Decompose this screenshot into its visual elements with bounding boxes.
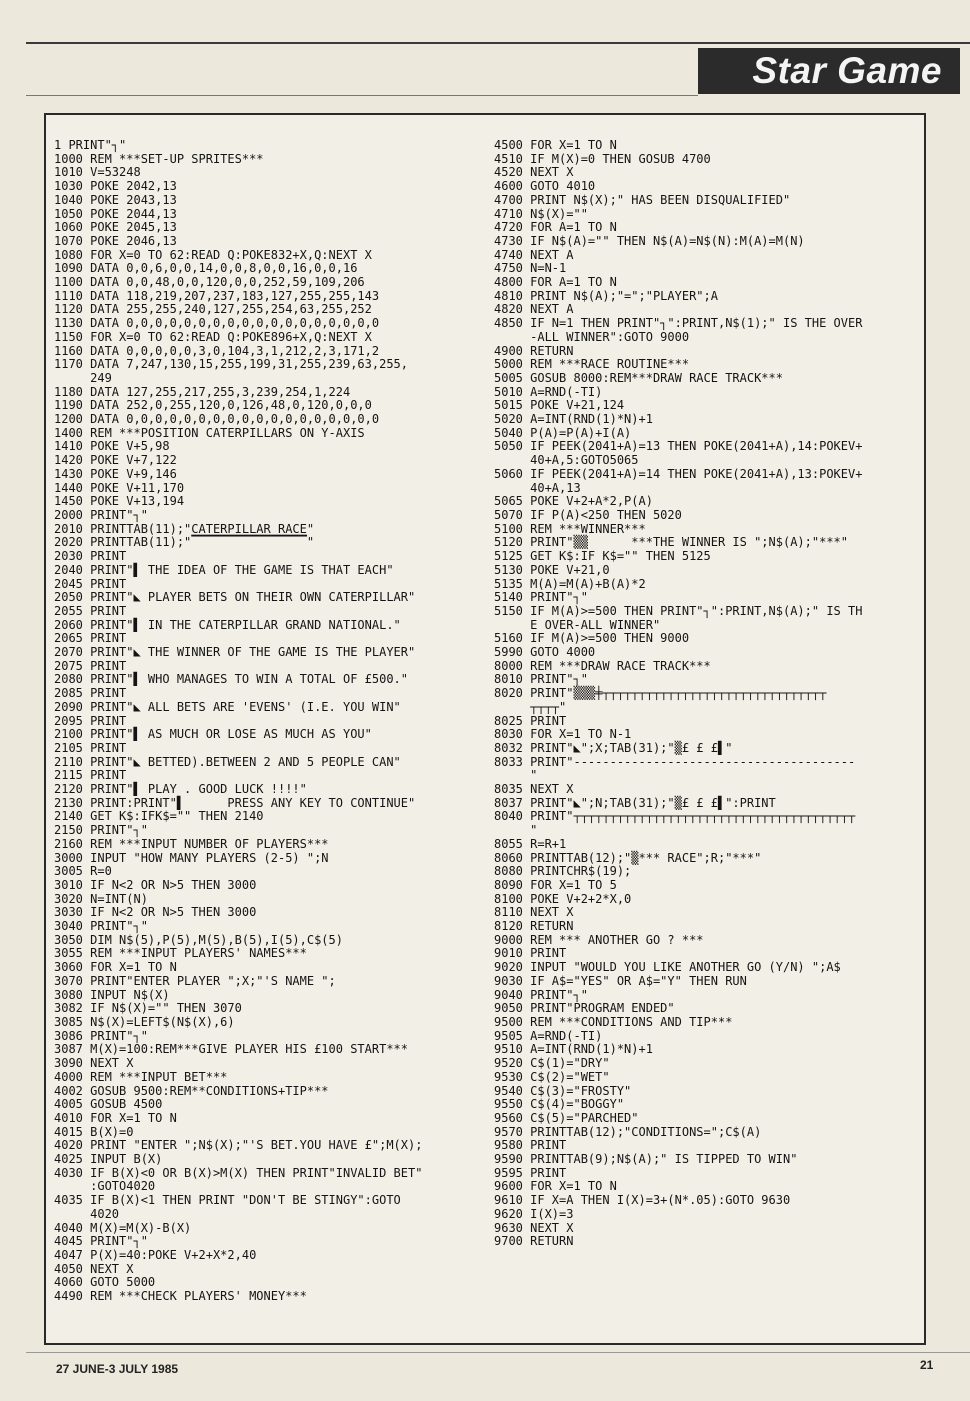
code-line: 1000 REM ***SET-UP SPRITES*** [54, 151, 264, 166]
code-line: 5015 POKE V+21,124 [494, 398, 625, 413]
code-line: 5010 A=RND(-TI) [494, 384, 603, 399]
code-line: 8000 REM ***DRAW RACE TRACK*** [494, 658, 711, 673]
code-line: 3000 INPUT "HOW MANY PLAYERS (2-5) ";N [54, 850, 329, 865]
code-line: 4490 REM ***CHECK PLAYERS' MONEY*** [54, 1289, 307, 1304]
code-line: 5125 GET K$:IF K$="" THEN 5125 [494, 549, 711, 564]
code-line: 9530 C$(2)="WET" [494, 1069, 610, 1084]
code-line: 2080 PRINT"▌ WHO MANAGES TO WIN A TOTAL OF £500." [54, 672, 409, 687]
code-line: 1010 V=53248 [54, 165, 141, 180]
code-line: " [494, 823, 538, 838]
code-line: 5160 IF M(A)>=500 THEN 9000 [494, 631, 690, 646]
code-line: 9505 A=RND(-TI) [494, 1028, 603, 1043]
code-line: 2070 PRINT"◣ THE WINNER OF THE GAME IS THE PLAYER" [54, 645, 416, 660]
code-line: 5050 IF PEEK(2041+A)=13 THEN POKE(2041+A),14:POKEV+ [494, 439, 863, 454]
code-line: 3055 REM ***INPUT PLAYERS' NAMES*** [54, 946, 307, 961]
code-line: 9540 C$(3)="FROSTY" [494, 1083, 632, 1098]
code-line: 4500 FOR X=1 TO N [494, 138, 617, 152]
code-line: 2100 PRINT"▌ AS MUCH OR LOSE AS MUCH AS YOU" [54, 727, 372, 742]
code-line: 1080 FOR X=0 TO 62:READ Q:POKE832+X,Q:NEXT X [54, 247, 372, 262]
code-line: 9030 IF A$="YES" OR A$="Y" THEN RUN [494, 973, 747, 988]
code-line: 5130 POKE V+21,0 [494, 562, 610, 577]
code-line: 4020 [54, 1206, 120, 1221]
code-line: 1410 POKE V+5,98 [54, 439, 170, 454]
code-line: 2120 PRINT"▌ PLAY . GOOD LUCK !!!!" [54, 782, 307, 797]
code-line: 4002 GOSUB 9500:REM**CONDITIONS+TIP*** [54, 1083, 329, 1098]
code-line: 3030 IF N<2 OR N>5 THEN 3000 [54, 905, 257, 920]
section-title-banner: Star Game [698, 48, 960, 94]
code-line: 1120 DATA 255,255,240,127,255,254,63,255,252 [54, 302, 372, 317]
code-line: 4005 GOSUB 4500 [54, 1097, 163, 1112]
code-line: 1150 FOR X=0 TO 62:READ Q:POKE896+X,Q:NEXT X [54, 329, 372, 344]
code-line: 2150 PRINT"┐" [54, 823, 148, 838]
code-line: 8055 R=R+1 [494, 836, 567, 851]
code-line: 40+A,5:GOTO5065 [494, 453, 639, 468]
code-line: 2000 PRINT"┐" [54, 507, 148, 522]
code-line: 3050 DIM N$(5),P(5),M(5),B(5),I(5),C$(5) [54, 932, 343, 947]
code-line: 4820 NEXT A [494, 302, 574, 317]
code-line: 8033 PRINT"--------------------------------------- [494, 754, 856, 769]
code-line: 1130 DATA 0,0,0,0,0,0,0,0,0,0,0,0,0,0,0,0,0,0 [54, 316, 380, 331]
code-line: 3090 NEXT X [54, 1056, 134, 1071]
code-line: 5100 REM ***WINNER*** [494, 521, 646, 536]
code-line: 1190 DATA 252,0,255,120,0,126,48,0,120,0,0,0 [54, 398, 372, 413]
code-line: 3085 N$(X)=LEFT$(N$(X),6) [54, 1015, 235, 1029]
code-line: 5020 A=INT(RND(1)*N)+1 [494, 412, 653, 427]
code-line: 3070 PRINT"ENTER PLAYER ";X;"'S NAME "; [54, 973, 336, 988]
code-line: 3005 R=0 [54, 864, 112, 879]
code-line: 1 PRINT"┐" [54, 138, 127, 152]
code-line: 4850 IF N=1 THEN PRINT"┐":PRINT,N$(1);" IS THE OVER [494, 316, 863, 331]
code-line: 8020 PRINT"▒▒▒╪┬┬┬┬┬┬┬┬┬┬┬┬┬┬┬┬┬┬┬┬┬┬┬┬┬┬┬┬┬┬┬ [494, 686, 827, 701]
code-line: 1200 DATA 0,0,0,0,0,0,0,0,0,0,0,0,0,0,0,0,0,0 [54, 412, 380, 427]
code-line: :GOTO4020 [54, 1179, 156, 1194]
code-line: 4020 PRINT "ENTER ";N$(X);"'S BET.YOU HAVE £";M(X); [54, 1138, 423, 1153]
code-line: 4035 IF B(X)<1 THEN PRINT "DON'T BE STINGY":GOTO [54, 1193, 401, 1208]
code-line: 3040 PRINT"┐" [54, 919, 148, 934]
code-line: 4800 FOR A=1 TO N [494, 275, 617, 290]
code-line: 4720 FOR A=1 TO N [494, 220, 617, 235]
code-line: E OVER-ALL WINNER" [494, 617, 661, 632]
code-line: 3060 FOR X=1 TO N [54, 960, 177, 975]
code-line: 1440 POKE V+11,170 [54, 480, 185, 495]
code-line: 4010 FOR X=1 TO N [54, 1110, 177, 1125]
code-line: 9610 IF X=A THEN I(X)=3+(N*.05):GOTO 9630 [494, 1193, 791, 1208]
code-line: 2055 PRINT [54, 603, 127, 618]
code-line: 2090 PRINT"◣ ALL BETS ARE 'EVENS' (I.E. YOU WIN" [54, 699, 401, 714]
code-line: 1060 POKE 2045,13 [54, 220, 177, 235]
code-line: 4520 NEXT X [494, 165, 574, 180]
code-line: 9560 C$(5)="PARCHED" [494, 1110, 639, 1125]
code-line: 1450 POKE V+13,194 [54, 494, 185, 509]
code-line: 2040 PRINT"▌ THE IDEA OF THE GAME IS THAT EACH" [54, 562, 394, 577]
code-line: 4047 P(X)=40:POKE V+2+X*2,40 [54, 1247, 257, 1262]
code-line: 2085 PRINT [54, 686, 127, 701]
code-line: ┬┬┬┬" [494, 699, 567, 714]
code-line: 4810 PRINT N$(A);"=";"PLAYER";A [494, 288, 718, 303]
code-line: 3010 IF N<2 OR N>5 THEN 3000 [54, 877, 257, 892]
code-line: 8060 PRINTTAB(12);"▒*** RACE";R;"***" [494, 850, 762, 865]
code-line: 8035 NEXT X [494, 782, 574, 797]
code-line: 2115 PRINT [54, 768, 127, 783]
code-line: 1180 DATA 127,255,217,255,3,239,254,1,224 [54, 384, 351, 399]
code-line: 9550 C$(4)="BOGGY" [494, 1097, 625, 1112]
code-line: 2065 PRINT [54, 631, 127, 646]
code-line: 1050 POKE 2044,13 [54, 206, 177, 221]
listing-column-right [494, 139, 920, 1249]
code-line: 4730 IF N$(A)="" THEN N$(A)=N$(N):M(A)=M(N) [494, 233, 805, 248]
code-line: 5990 GOTO 4000 [494, 645, 596, 660]
code-line: 9630 NEXT X [494, 1220, 574, 1235]
code-line: 1170 DATA 7,247,130,15,255,199,31,255,239,63,255, [54, 357, 409, 372]
code-line: 2110 PRINT"◣ BETTED).BETWEEN 2 AND 5 PEOPLE CAN" [54, 754, 401, 769]
code-line: 9570 PRINTTAB(12);"CONDITIONS=";C$(A) [494, 1124, 762, 1139]
code-line: 2130 PRINT:PRINT"▌ PRESS ANY KEY TO CONTINUE" [54, 795, 416, 810]
code-line: 4000 REM ***INPUT BET*** [54, 1069, 228, 1084]
code-line: 8040 PRINT"┬┬┬┬┬┬┬┬┬┬┬┬┬┬┬┬┬┬┬┬┬┬┬┬┬┬┬┬┬┬┬┬┬┬┬┬┬┬┬ [494, 809, 856, 824]
footer-rule [26, 1352, 970, 1353]
code-line: 1110 DATA 118,219,207,237,183,127,255,255,143 [54, 288, 380, 303]
code-line: 249 [54, 370, 112, 385]
code-line: 9500 REM ***CONDITIONS AND TIP*** [494, 1015, 733, 1029]
code-line: 9620 I(X)=3 [494, 1206, 574, 1221]
code-line: 2105 PRINT [54, 740, 127, 755]
code-line: 5005 GOSUB 8000:REM***DRAW RACE TRACK*** [494, 370, 783, 385]
code-line: 4030 IF B(X)<0 OR B(X)>M(X) THEN PRINT"INVALID BET" [54, 1165, 423, 1180]
code-line: 5070 IF P(A)<250 THEN 5020 [494, 507, 682, 522]
page-number: 21 [920, 1358, 934, 1372]
code-line: 8110 NEXT X [494, 905, 574, 920]
code-line: " [494, 768, 538, 783]
code-line: 4040 M(X)=M(X)-B(X) [54, 1220, 192, 1235]
code-line: 1040 POKE 2043,13 [54, 192, 177, 207]
code-line: 5150 IF M(A)>=500 THEN PRINT"┐":PRINT,N$(A);" IS TH [494, 603, 863, 618]
code-line: 2140 GET K$:IFK$="" THEN 2140 [54, 809, 264, 824]
issue-date: 27 JUNE-3 JULY 1985 [56, 1362, 179, 1376]
code-line: 9010 PRINT [494, 946, 567, 961]
top-rule [26, 42, 970, 44]
code-line: 8100 POKE V+2+2*X,0 [494, 891, 632, 906]
code-line: 5040 P(A)=P(A)+I(A) [494, 425, 632, 440]
code-line: 4700 PRINT N$(X);" HAS BEEN DISQUALIFIED" [494, 192, 791, 207]
code-line: 9580 PRINT [494, 1138, 567, 1153]
code-line: 1100 DATA 0,0,48,0,0,120,0,0,252,59,109,206 [54, 275, 365, 290]
code-line: 5140 PRINT"┐" [494, 590, 588, 605]
code-line: 8090 FOR X=1 TO 5 [494, 877, 617, 892]
code-line: 9600 FOR X=1 TO N [494, 1179, 617, 1194]
code-line: 2160 REM ***INPUT NUMBER OF PLAYERS*** [54, 836, 329, 851]
code-line: 8120 RETURN [494, 919, 574, 934]
code-line: 9590 PRINTTAB(9);N$(A);" IS TIPPED TO WIN" [494, 1152, 798, 1167]
code-line: 4015 B(X)=0 [54, 1124, 134, 1139]
code-line: -ALL WINNER":GOTO 9000 [494, 329, 690, 344]
code-line: 8010 PRINT"┐" [494, 672, 588, 687]
code-line: 3082 IF N$(X)="" THEN 3070 [54, 1001, 242, 1016]
code-line: 1030 POKE 2042,13 [54, 179, 177, 194]
code-line: 4060 GOTO 5000 [54, 1275, 156, 1290]
code-line: 2060 PRINT"▌ IN THE CATERPILLAR GRAND NATIONAL." [54, 617, 401, 632]
code-line: 4510 IF M(X)=0 THEN GOSUB 4700 [494, 151, 711, 166]
code-line: 8030 FOR X=1 TO N-1 [494, 727, 632, 742]
code-line: 4900 RETURN [494, 343, 574, 358]
listing-column-left [54, 139, 494, 1304]
code-line: 1420 POKE V+7,122 [54, 453, 177, 468]
code-line: 2045 PRINT [54, 576, 127, 591]
code-line: 9050 PRINT"PROGRAM ENDED" [494, 1001, 675, 1016]
code-line: 4045 PRINT"┐" [54, 1234, 148, 1249]
code-line: 4050 NEXT X [54, 1261, 134, 1276]
code-line: 5000 REM ***RACE ROUTINE*** [494, 357, 690, 372]
code-line: 2010 PRINTTAB(11);"CATERPILLAR RACE" [54, 521, 315, 536]
code-line: 9000 REM *** ANOTHER GO ? *** [494, 932, 704, 947]
code-line: 9510 A=INT(RND(1)*N)+1 [494, 1042, 653, 1057]
code-line: 9700 RETURN [494, 1234, 574, 1249]
code-line: 1090 DATA 0,0,6,0,0,14,0,0,8,0,0,16,0,0,16 [54, 261, 358, 276]
code-line: 1160 DATA 0,0,0,0,0,3,0,104,3,1,212,2,3,171,2 [54, 343, 380, 358]
code-line: 9020 INPUT "WOULD YOU LIKE ANOTHER GO (Y/N) ";A$ [494, 960, 841, 975]
code-line: 3080 INPUT N$(X) [54, 987, 170, 1002]
code-line: 5135 M(A)=M(A)+B(A)*2 [494, 576, 646, 591]
code-line: 2020 PRINTTAB(11);"▔▔▔▔▔▔▔▔▔▔▔▔▔▔▔▔" [54, 535, 315, 550]
header-rule [26, 95, 698, 96]
code-line: 4750 N=N-1 [494, 261, 567, 276]
code-line: 4740 NEXT A [494, 247, 574, 262]
code-line: 5065 POKE V+2+A*2,P(A) [494, 494, 653, 509]
code-line: 4025 INPUT B(X) [54, 1152, 163, 1167]
code-line: 1400 REM ***POSITION CATERPILLARS ON Y-AXIS [54, 425, 365, 440]
code-line: 8032 PRINT"◣";X;TAB(31);"▒£ £ £▌" [494, 740, 733, 755]
code-line: 3086 PRINT"┐" [54, 1028, 148, 1043]
code-line: 5120 PRINT"▒▒ ***THE WINNER IS ";N$(A);"***" [494, 535, 849, 550]
code-line: 2095 PRINT [54, 713, 127, 728]
code-line: 4600 GOTO 4010 [494, 179, 596, 194]
code-line: 8025 PRINT [494, 713, 567, 728]
code-line: 8037 PRINT"◣";N;TAB(31);"▒£ £ £▌":PRINT [494, 795, 776, 810]
code-line: 2030 PRINT [54, 549, 127, 564]
code-line: 9040 PRINT"┐" [494, 987, 588, 1002]
code-line: 40+A,13 [494, 480, 581, 495]
code-line: 1070 POKE 2046,13 [54, 233, 177, 248]
code-line: 5060 IF PEEK(2041+A)=14 THEN POKE(2041+A),13:POKEV+ [494, 466, 863, 481]
code-line: 3020 N=INT(N) [54, 891, 148, 906]
code-line: 2050 PRINT"◣ PLAYER BETS ON THEIR OWN CATERPILLAR" [54, 590, 416, 605]
code-line: 8080 PRINTCHR$(19); [494, 864, 632, 879]
code-line: 9520 C$(1)="DRY" [494, 1056, 610, 1071]
code-line: 2075 PRINT [54, 658, 127, 673]
code-line: 3087 M(X)=100:REM***GIVE PLAYER HIS £100 START*** [54, 1042, 409, 1057]
code-line: 4710 N$(X)="" [494, 206, 588, 221]
code-line: 9595 PRINT [494, 1165, 567, 1180]
code-line: 1430 POKE V+9,146 [54, 466, 177, 481]
